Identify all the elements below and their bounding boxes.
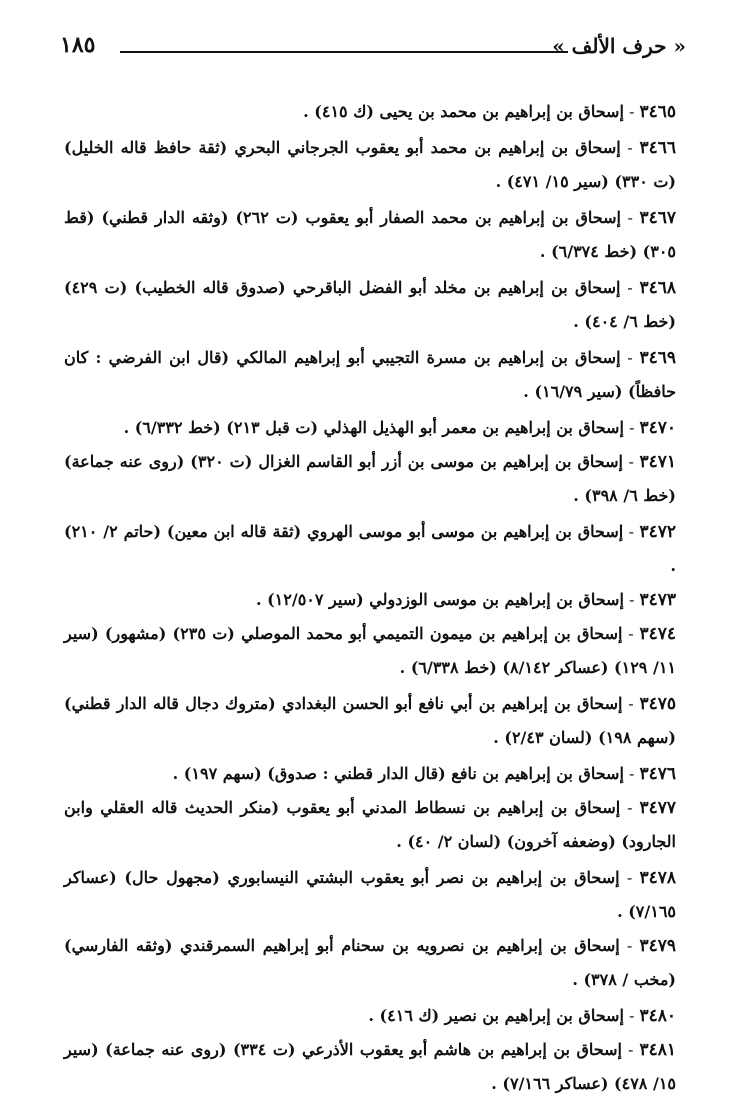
entry: ٣٤٧٨ - إسحاق بن إبراهيم بن نصر أبو يعقوب البشتي النيسابوري (مجهول حال) (عساكر ٧/١٦٥) . [64,868,677,921]
entry: ٣٤٧٩ - إسحاق بن إبراهيم بن نصرويه بن سحنام أبو إبراهيم السمرقندي (وثقه الفارسي) (مخب / ٣٧٨) . [64,936,677,989]
entry-text: إسحاق بن إبراهيم بن موسى بن أزر أبو القاسم الغزال (ت ٣٢٠) (روى عنه جماعة) (خط ٦/ ٣٩٨) . [64,452,676,505]
entry-text: إسحاق بن إبراهيم بن نافع (قال الدار قطني : صدوق) (سهم ١٩٧) . [172,764,624,783]
entry: ٣٤٧٤ - إسحاق بن إبراهيم بن ميمون التميمي أبو محمد الموصلي (ت ٢٣٥) (مشهور) (سير ١١/ ١٢٩) (عساكر ٨/١٤٢) (خط ٦/٣٣٨) . [64,624,676,677]
header-rule [120,51,568,53]
entry: ٣٤٦٨ - إسحاق بن إبراهيم بن مخلد أبو الفضل الباقرحي (صدوق قاله الخطيب) (ت ٤٢٩) (خط ٦/ ٤٠٤) . [64,278,677,331]
page-header [60,30,686,66]
entry: ٣٤٧٠ - إسحاق بن إبراهيم بن معمر أبو الهذيل الهذلي (ت قبل ٢١٣) (خط ٦/٣٣٢) . [123,418,676,438]
entry: ٣٤٦٥ - إسحاق بن إبراهيم بن محمد بن يحيى (ك ٤١٥) . [303,102,676,122]
entry-number: ٣٤٧٣ [639,590,676,610]
entry: ٣٤٨٠ - إسحاق بن إبراهيم بن نصير (ك ٤١٦) . [368,1006,676,1026]
chapter-title: « حرف الألف » [552,34,686,58]
entry-number: ٣٤٧٤ [639,624,676,644]
entry-text: إسحاق بن إبراهيم بن مخلد أبو الفضل الباقرحي (صدوق قاله الخطيب) (ت ٤٢٩) (خط ٦/ ٤٠٤) . [64,278,676,331]
entry: ٣٤٦٩ - إسحاق بن إبراهيم بن مسرة التجيبي أبو إبراهيم المالكي (قال ابن الفرضي : كان حافظاً) (سير ١٦/٧٩) . [64,348,677,401]
entry-text: إسحاق بن إبراهيم بن ميمون التميمي أبو محمد الموصلي (ت ٢٣٥) (مشهور) (سير ١١/ ١٢٩) (عساكر ٨/١٤٢) (خط ٦/٣٣٨) . [64,624,676,677]
entry-text: إسحاق بن إبراهيم بن نصير (ك ٤١٦) . [368,1006,624,1025]
entry-number: ٣٤٧١ [639,452,677,472]
entry: ٣٤٦٧ - إسحاق بن إبراهيم بن محمد الصفار أبو يعقوب (ت ٢٦٢) (وثقه الدار قطني) (قط ٣٠٥) (خط ٦/٣٧٤) . [64,208,677,261]
entry-text: إسحاق بن إبراهيم بن نصر أبو يعقوب البشتي النيسابوري (مجهول حال) (عساكر ٧/١٦٥) . [64,868,676,921]
entry-text: إسحاق بن إبراهيم بن محمد الصفار أبو يعقوب (ت ٢٦٢) (وثقه الدار قطني) (قط ٣٠٥) (خط ٦/٣٧٤) . [64,208,676,261]
entry-text: إسحاق بن إبراهيم بن نصرويه بن سحنام أبو إبراهيم السمرقندي (وثقه الفارسي) (مخب / ٣٧٨) . [64,936,676,989]
entry-number: ٣٤٨١ [639,1040,677,1060]
entry-text: إسحاق بن إبراهيم بن معمر أبو الهذيل الهذلي (ت قبل ٢١٣) (خط ٦/٣٣٢) . [123,418,624,437]
entry: ٣٤٨١ - إسحاق بن إبراهيم بن هاشم أبو يعقوب الأذرعي (ت ٣٣٤) (روى عنه جماعة) (سير ١٥/ ٤٧٨) (عساكر ٧/١٦٦) . [64,1040,677,1093]
entry-text: إسحاق بن إبراهيم بن هاشم أبو يعقوب الأذرعي (ت ٣٣٤) (روى عنه جماعة) (سير ١٥/ ٤٧٨) (عساكر ٧/١٦٦) . [64,1040,676,1093]
entry: ٣٤٧١ - إسحاق بن إبراهيم بن موسى بن أزر أبو القاسم الغزال (ت ٣٢٠) (روى عنه جماعة) (خط ٦/ ٣٩٨) . [64,452,677,505]
entry: ٣٤٧٦ - إسحاق بن إبراهيم بن نافع (قال الدار قطني : صدوق) (سهم ١٩٧) . [172,764,676,784]
entry-number: ٣٤٦٩ [639,348,677,368]
entry-text: إسحاق بن إبراهيم بن أبي نافع أبو الحسن البغدادي (متروك دجال قاله الدار قطني) (سهم ١٩٨) (لسان ٢/٤٣) . [64,694,676,747]
entry: ٣٤٧٥ - إسحاق بن إبراهيم بن أبي نافع أبو الحسن البغدادي (متروك دجال قاله الدار قطني) (سهم ١٩٨) (لسان ٢/٤٣) . [64,694,677,747]
entry-number: ٣٤٧٦ [639,764,676,784]
entry-number: ٣٤٦٧ [639,208,677,228]
entry-number: ٣٤٨٠ [639,1006,676,1026]
entry-text: إسحاق بن إبراهيم بن محمد بن يحيى (ك ٤١٥) . [303,102,624,121]
entry-number: ٣٤٦٥ [639,102,676,122]
entry-number: ٣٤٧٢ [639,522,676,542]
entry: ٣٤٦٦ - إسحاق بن إبراهيم بن محمد أبو يعقوب الجرجاني البحري (ثقة حافظ قاله الخليل) (ت ٣٣٠) (سير ١٥/ ٤٧١) . [64,138,677,191]
entry-list [64,95,676,1101]
entry: ٣٤٧٣ - إسحاق بن إبراهيم بن موسى الوزدولي (سير ١٢/٥٠٧) . [255,590,676,610]
entry-text: إسحاق بن إبراهيم بن مسرة التجيبي أبو إبراهيم المالكي (قال ابن الفرضي : كان حافظاً) (سير ١٦/٧٩) . [64,348,676,401]
entry-text: إسحاق بن إبراهيم بن موسى أبو موسى الهروي (ثقة قاله ابن معين) (حاتم ٢/ ٢١٠) . [64,522,676,575]
entry-number: ٣٤٧٧ [639,798,677,818]
entry-number: ٣٤٧٠ [639,418,676,438]
page-number: ١٨٥ [60,32,96,58]
entry-number: ٣٤٧٩ [639,936,677,956]
entry-number: ٣٤٧٨ [639,868,677,888]
entry-text: إسحاق بن إبراهيم بن موسى الوزدولي (سير ١٢/٥٠٧) . [255,590,624,609]
entry: ٣٤٧٢ - إسحاق بن إبراهيم بن موسى أبو موسى الهروي (ثقة قاله ابن معين) (حاتم ٢/ ٢١٠) . [64,522,676,575]
entry-number: ٣٤٧٥ [639,694,677,714]
entry-number: ٣٤٦٦ [639,138,677,158]
entry-text: إسحاق بن إبراهيم بن محمد أبو يعقوب الجرجاني البحري (ثقة حافظ قاله الخليل) (ت ٣٣٠) (سير ١٥/ ٤٧١) . [64,138,676,191]
entry: ٣٤٧٧ - إسحاق بن إبراهيم بن نسطاط المدني أبو يعقوب (منكر الحديث قاله العقلي وابن الجارود) (وضعفه آخرون) (لسان ٢/ ٤٠) . [64,798,677,851]
entry-number: ٣٤٦٨ [639,278,677,298]
entry-text: إسحاق بن إبراهيم بن نسطاط المدني أبو يعقوب (منكر الحديث قاله العقلي وابن الجارود) (وضعفه آخرون) (لسان ٢/ ٤٠) . [64,798,676,851]
